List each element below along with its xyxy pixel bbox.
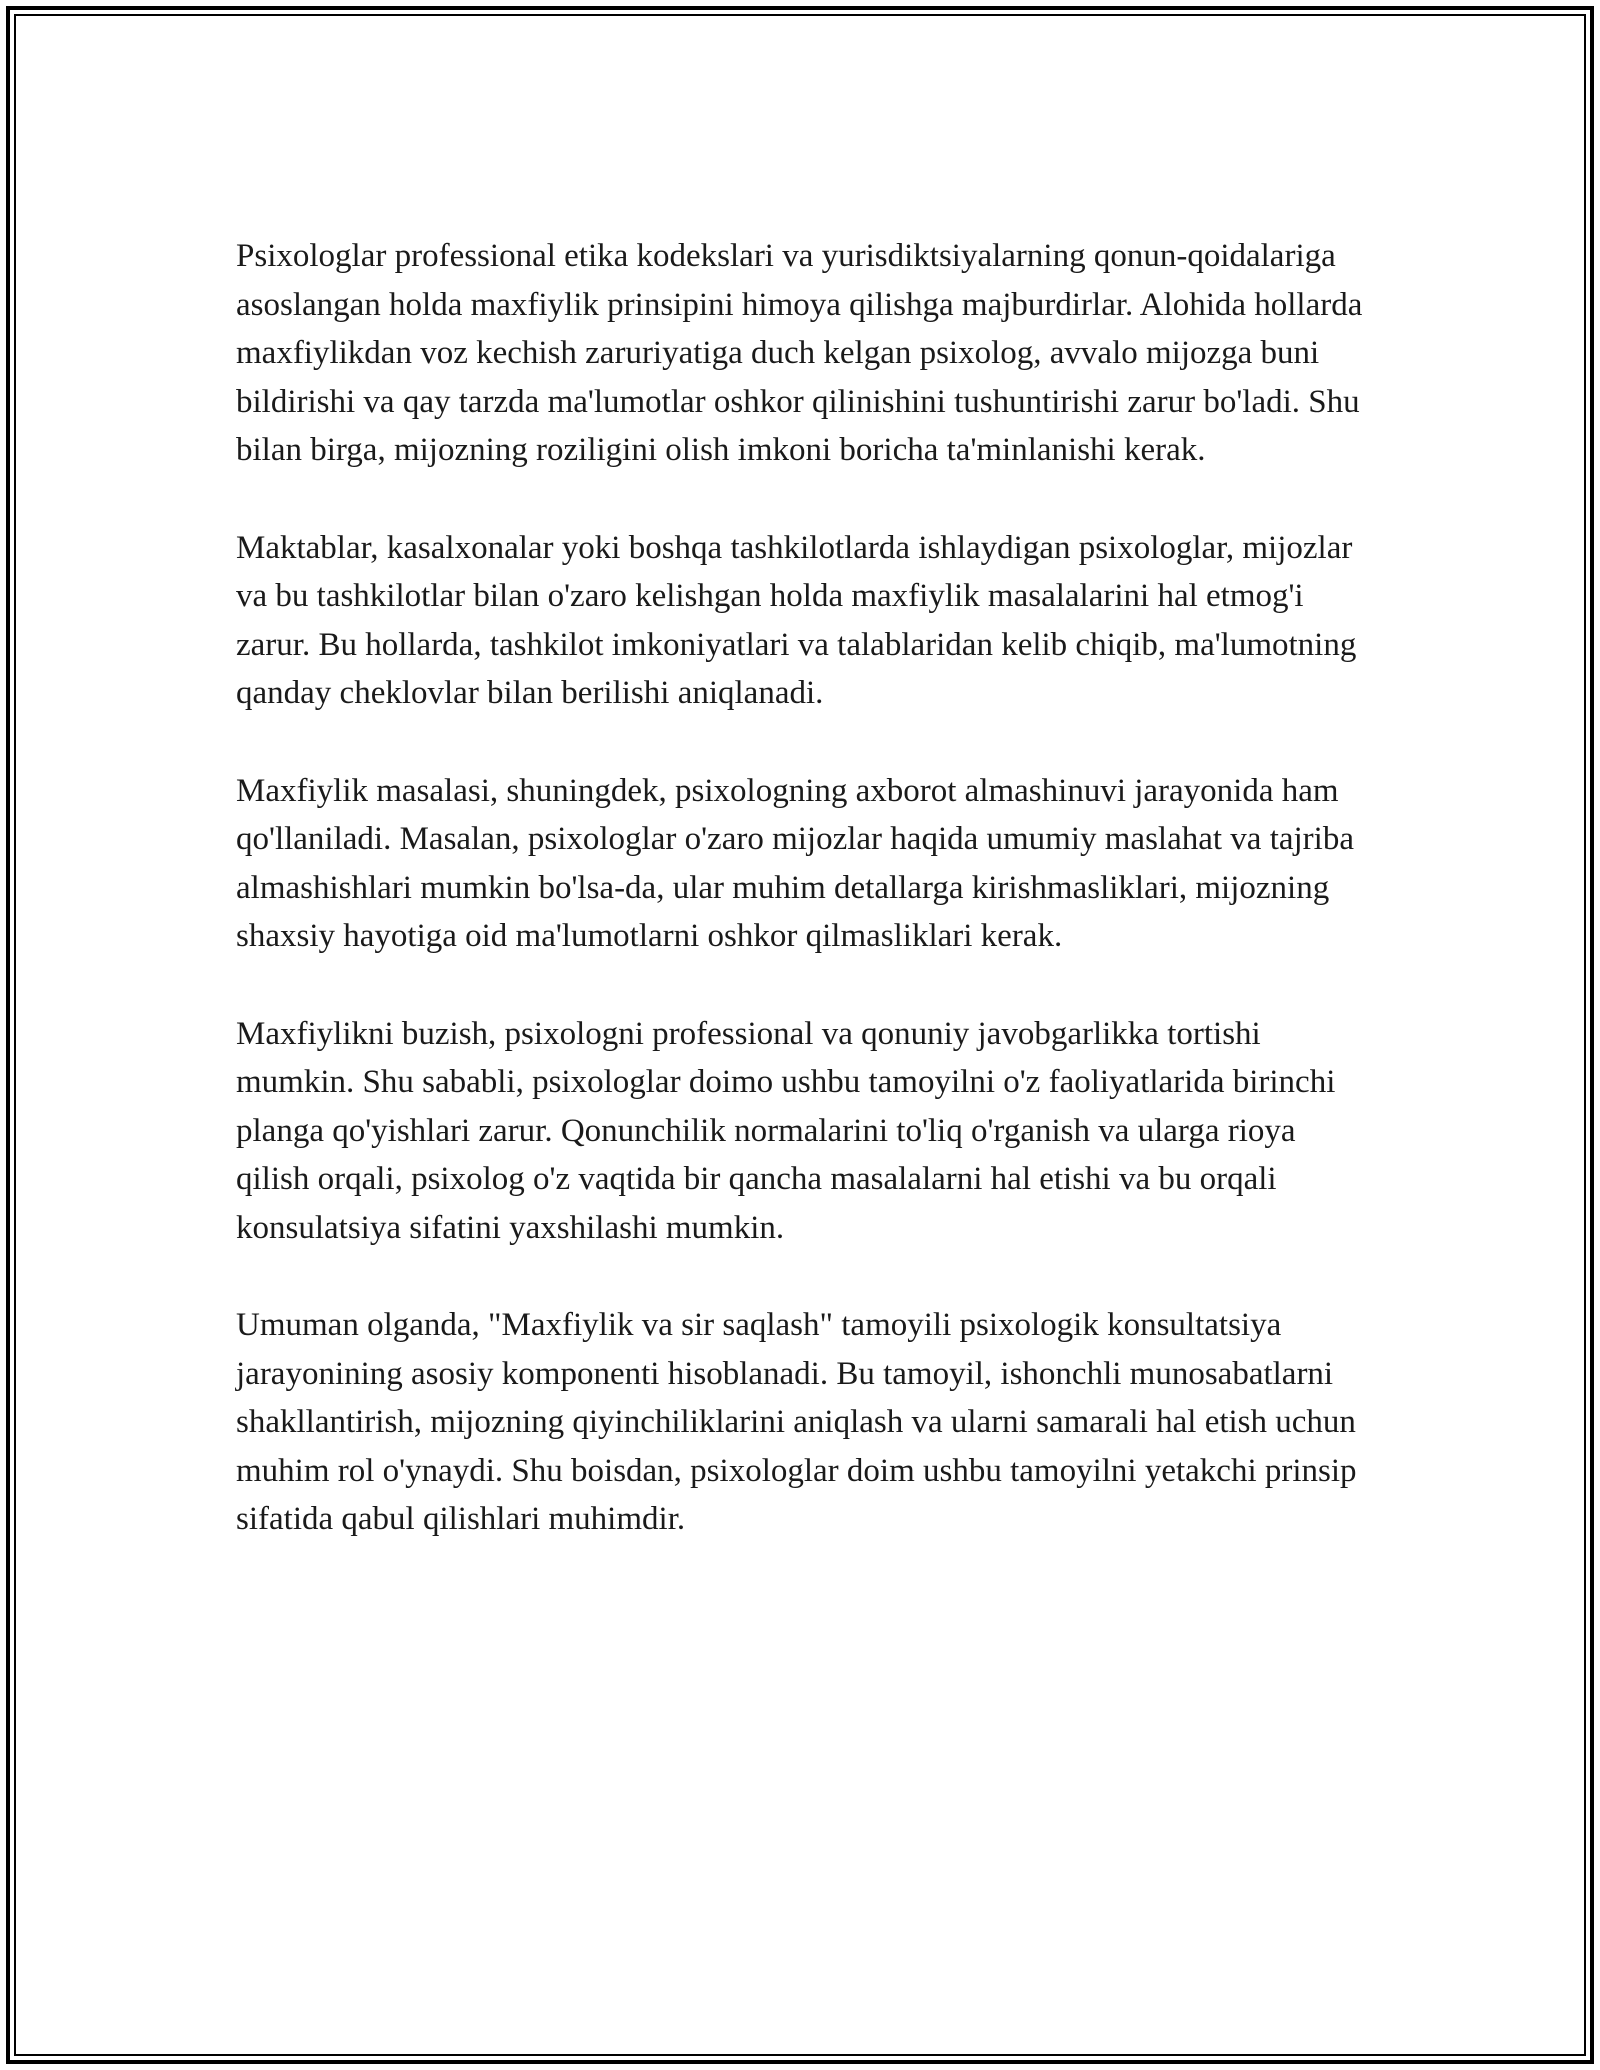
paragraph-1: Psixologlar professional etika kodekslari va yurisdiktsiyalarning qonun-qoidalariga asoslangan holda maxfiylik prinsipini himoya qilishga majburdirlar. Alohida hollarda maxfiylikdan voz kechish zaruriyatiga duch kelgan psixolog, avvalo mijozga buni bildirishi va qay tarzda ma'lumotlar oshkor qilinishini tushuntirishi zarur bo'ladi. Shu bilan birga, mijozning roziligini olish imkoni boricha ta'minlanishi kerak. xyxy=(236,238,1363,468)
paragraph-4: Maxfiylikni buzish, psixologni professional va qonuniy javobgarlikka tortishi mumkin. Shu sababli, psixologlar doimo ushbu tamoyilni o'z faoliyatlarida birinchi planga qo'yishlari zarur. Qonunchilik normalarini to'liq o'rganish va ularga rioya qilish orqali, psixolog o'z vaqtida bir qancha masalalarni hal etishi va bu orqali konsulatsiya sifatini yaxshilashi mumkin. xyxy=(236,1015,1336,1246)
paragraph-3: Maxfiylik masalasi, shuningdek, psixologning axborot almashinuvi jarayonida ham qo'llaniladi. Masalan, psixologlar o'zaro mijozlar haqida umumiy maslahat va tajriba almashishlari mumkin bo'lsa-da, ular muhim detallarga kirishmasliklari, mijozning shaxsiy hayotiga oid ma'lumotlarni oshkor qilmasliklari kerak. xyxy=(236,772,1354,954)
paragraph-5: Umuman olganda, "Maxfiylik va sir saqlash" tamoyili psixologik konsultatsiya jarayonining asosiy komponenti hisoblanadi. Bu tamoyil, ishonchli munosabatlarni shakllantirish, mijozning qiyinchiliklarini aniqlash va ularni samarali hal etish uchun muhim rol o'ynaydi. Shu boisdan, psixologlar doim ushbu tamoyilni yetakchi prinsip sifatida qabul qilishlari muhimdir. xyxy=(236,1307,1357,1537)
paragraph-2: Maktablar, kasalxonalar yoki boshqa tashkilotlarda ishlaydigan psixologlar, mijozlar va bu tashkilotlar bilan o'zaro kelishgan holda maxfiylik masalalarini hal etmog'i zarur. Bu hollarda, tashkilot imkoniyatlari va talablaridan kelib chiqib, ma'lumotning qanday cheklovlar bilan berilishi aniqlanadi. xyxy=(236,529,1357,711)
document-body xyxy=(236,232,1366,1593)
